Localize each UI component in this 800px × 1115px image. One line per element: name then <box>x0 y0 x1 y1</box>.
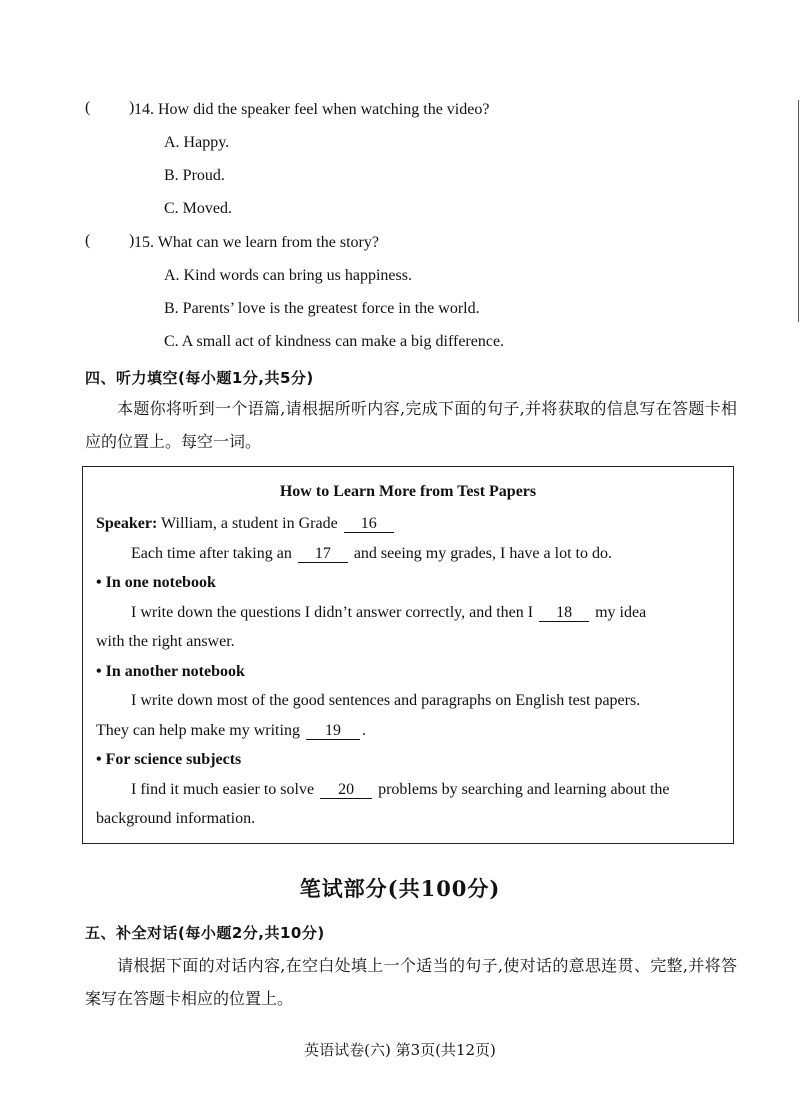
q15-option-b: B. Parents’ love is the greatest force in the world. <box>164 300 480 317</box>
line-8-part-b: . <box>361 722 366 739</box>
listening-box <box>82 466 734 844</box>
q15-option-c: C. A small act of kindness can make a big difference. <box>164 333 505 350</box>
section5-title: 五、补全对话(每小题2分,共10分) <box>85 924 325 942</box>
q14-paren-open: ( <box>85 99 91 116</box>
speaker-text: William, a student in Grade <box>161 515 338 532</box>
written-part-title: 笔试部分(共100分) <box>299 876 501 901</box>
bullet-one-notebook: • In one notebook <box>96 574 216 591</box>
line-2 <box>131 544 612 564</box>
scan-edge-line <box>798 100 799 322</box>
line-5: with the right answer. <box>96 633 235 650</box>
bullet-science-subjects: • For science subjects <box>96 751 242 768</box>
line-4-part-b: my idea <box>595 604 647 621</box>
blank-16: 16 <box>344 515 394 533</box>
line-4-part-a: I write down the questions I didn’t answer correctly, and then I <box>131 604 534 621</box>
q14-option-c: C. Moved. <box>164 200 232 217</box>
line-4 <box>131 603 646 623</box>
q14-text: 14. How did the speaker feel when watching the video? <box>134 101 490 118</box>
q15-paren-close: ) <box>129 232 135 249</box>
section4-instruction: 本题你将听到一个语篇,请根据所听内容,完成下面的句子,并将获取的信息写在答题卡相应的位置上。每空一词。 <box>85 399 737 451</box>
page-footer: 英语试卷(六) 第3页(共12页) <box>304 1041 496 1059</box>
q14-option-b: B. Proud. <box>164 167 225 184</box>
line-10-part-a: I find it much easier to solve <box>131 781 315 798</box>
line-8-part-a: They can help make my writing <box>96 722 300 739</box>
line-2-part-b: and seeing my grades, I have a lot to do. <box>353 545 612 562</box>
line-7: I write down most of the good sentences and paragraphs on English test papers. <box>131 692 641 709</box>
line-8 <box>96 721 366 741</box>
bullet-another-notebook: • In another notebook <box>96 663 245 680</box>
q15-option-a: A. Kind words can bring us happiness. <box>164 267 412 284</box>
line-10-part-b: problems by searching and learning about the <box>378 781 670 798</box>
section4-title: 四、听力填空(每小题1分,共5分) <box>85 369 314 387</box>
line-10 <box>131 780 670 800</box>
blank-20: 20 <box>320 781 372 799</box>
blank-18: 18 <box>539 604 589 622</box>
line-2-part-a: Each time after taking an <box>131 545 292 562</box>
box-title: How to Learn More from Test Papers <box>279 483 537 500</box>
q15-paren-open: ( <box>85 232 91 249</box>
blank-17: 17 <box>298 545 348 563</box>
line-11: background information. <box>96 810 256 827</box>
speaker-label: Speaker: <box>96 515 158 532</box>
q15-text: 15. What can we learn from the story? <box>134 234 379 251</box>
blank-19: 19 <box>306 722 360 740</box>
q14-option-a: A. Happy. <box>164 134 230 151</box>
speaker-line <box>96 514 396 534</box>
section5-instruction: 请根据下面的对话内容,在空白处填上一个适当的句子,使对话的意思连贯、完整,并将答案写在答题卡相应的位置上。 <box>85 956 737 1008</box>
q14-paren-close: ) <box>129 99 135 116</box>
